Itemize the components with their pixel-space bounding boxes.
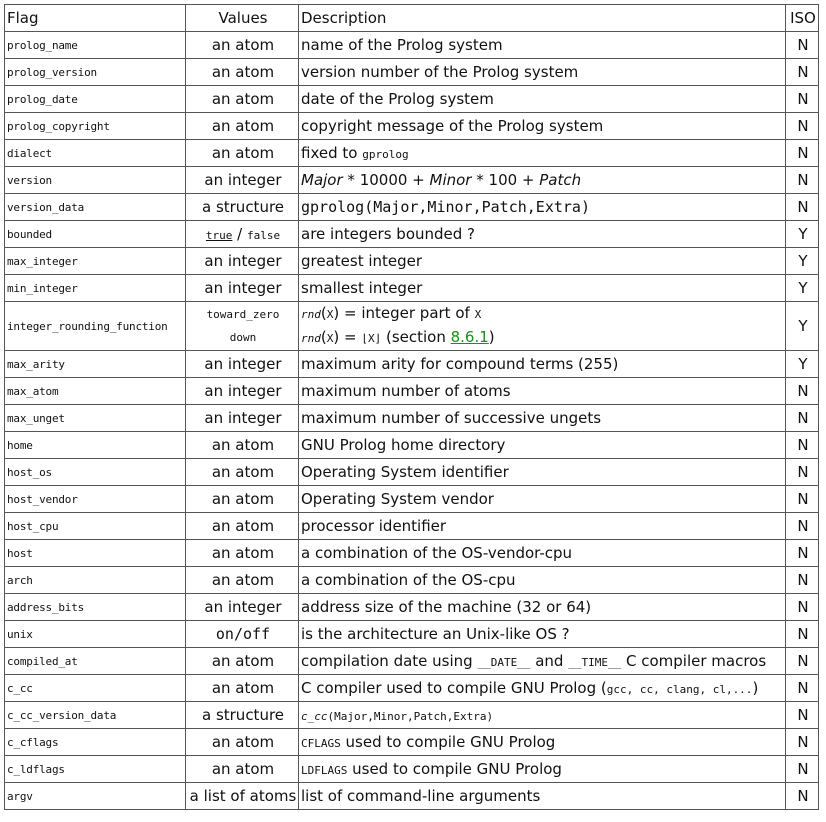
description-cell <box>299 648 786 675</box>
values-cell: an integer <box>186 275 299 302</box>
description-cell <box>299 729 786 756</box>
table-row <box>5 248 819 275</box>
value-true: true <box>205 229 233 242</box>
flag-cell: argv <box>5 783 186 810</box>
table-header-row <box>5 5 819 32</box>
description-cell: date of the Prolog system <box>299 86 786 113</box>
iso-cell: N <box>786 405 819 432</box>
compiler-list: gcc, cc, clang, cl,... <box>606 683 753 696</box>
iso-cell: N <box>786 702 819 729</box>
values-cell: an integer <box>186 248 299 275</box>
iso-cell: N <box>786 432 819 459</box>
values-cell: a list of atoms <box>186 783 299 810</box>
values-cell: an atom <box>186 648 299 675</box>
values-cell: an atom <box>186 729 299 756</box>
flag-cell: unix <box>5 621 186 648</box>
values-cell: an atom <box>186 756 299 783</box>
value-false: false <box>246 229 281 242</box>
iso-cell: N <box>786 783 819 810</box>
flag-cell: host <box>5 540 186 567</box>
description-cell: maximum number of successive ungets <box>299 405 786 432</box>
description-cell <box>299 167 786 194</box>
flag-cell: max_atom <box>5 378 186 405</box>
description-cell: is the architecture an Unix-like OS ? <box>299 621 786 648</box>
flag-cell: c_cflags <box>5 729 186 756</box>
table-row <box>5 621 819 648</box>
iso-cell: Y <box>786 302 819 351</box>
description-text: used to compile GNU Prolog <box>340 733 556 751</box>
rounding-line-2 <box>301 326 785 350</box>
flag-cell: max_integer <box>5 248 186 275</box>
iso-cell: N <box>786 86 819 113</box>
var-minor: Minor <box>429 171 472 189</box>
description-cell: are integers bounded ? <box>299 221 786 248</box>
section-suffix: ) <box>488 328 495 346</box>
flag-cell: prolog_name <box>5 32 186 59</box>
table-row <box>5 59 819 86</box>
description-cell: version number of the Prolog system <box>299 59 786 86</box>
macro-date: __DATE__ <box>477 656 531 669</box>
values-cell: on/off <box>186 621 299 648</box>
iso-cell: N <box>786 378 819 405</box>
iso-cell: N <box>786 648 819 675</box>
value-separator: / <box>232 225 247 243</box>
iso-cell: N <box>786 486 819 513</box>
rounding-line-1 <box>301 302 785 326</box>
description-cell: Operating System vendor <box>299 486 786 513</box>
flag-cell: bounded <box>5 221 186 248</box>
flag-cell: host_vendor <box>5 486 186 513</box>
values-cell <box>186 221 299 248</box>
var-x: X <box>326 332 334 345</box>
iso-cell: N <box>786 140 819 167</box>
table-row <box>5 594 819 621</box>
values-cell: an atom <box>186 675 299 702</box>
table-row <box>5 648 819 675</box>
flag-cell: host_cpu <box>5 513 186 540</box>
description-cell: a combination of the OS-cpu <box>299 567 786 594</box>
table-row <box>5 351 819 378</box>
macro-time: __TIME__ <box>568 656 622 669</box>
formula-part: * 100 + <box>471 171 540 189</box>
description-cell: copyright message of the Prolog system <box>299 113 786 140</box>
iso-cell: N <box>786 540 819 567</box>
flag-cell: c_ldflags <box>5 756 186 783</box>
values-cell: an atom <box>186 113 299 140</box>
iso-cell: N <box>786 594 819 621</box>
flag-cell: version_data <box>5 194 186 221</box>
values-cell: an atom <box>186 86 299 113</box>
table-row <box>5 486 819 513</box>
iso-cell: N <box>786 621 819 648</box>
header-iso: ISO <box>786 5 819 32</box>
values-cell: an atom <box>186 540 299 567</box>
description-cell: name of the Prolog system <box>299 32 786 59</box>
var-x: X <box>474 308 482 321</box>
description-cell: greatest integer <box>299 248 786 275</box>
iso-cell: N <box>786 567 819 594</box>
table-row <box>5 405 819 432</box>
header-description: Description <box>299 5 786 32</box>
description-cell <box>299 675 786 702</box>
values-cell: an atom <box>186 140 299 167</box>
description-cell: GNU Prolog home directory <box>299 432 786 459</box>
description-cell <box>299 702 786 729</box>
prolog-flags-table <box>4 4 819 810</box>
values-cell: a structure <box>186 194 299 221</box>
fn-args: (Major,Minor,Patch,Extra) <box>327 710 494 723</box>
values-cell <box>186 302 299 351</box>
flag-cell: max_arity <box>5 351 186 378</box>
description-text: C compiler used to compile GNU Prolog ( <box>301 679 607 697</box>
section-link[interactable]: 8.6.1 <box>450 328 489 346</box>
paren-open: ( <box>320 328 327 346</box>
description-text: C compiler macros <box>621 652 767 670</box>
iso-cell: N <box>786 32 819 59</box>
iso-cell: N <box>786 194 819 221</box>
table-row <box>5 221 819 248</box>
flag-cell: prolog_copyright <box>5 113 186 140</box>
values-cell: an atom <box>186 486 299 513</box>
section-prefix: (section <box>381 328 451 346</box>
iso-cell: N <box>786 675 819 702</box>
value-down: down <box>229 331 257 344</box>
table-row <box>5 729 819 756</box>
paren-close: ) <box>333 304 340 322</box>
iso-cell: Y <box>786 275 819 302</box>
flag-cell: address_bits <box>5 594 186 621</box>
values-cell: an integer <box>186 405 299 432</box>
fn-c-cc: c_cc <box>301 710 328 723</box>
floor-x: ⌊X⌋ <box>361 332 382 345</box>
description-text: fixed to <box>301 144 363 162</box>
iso-cell: Y <box>786 221 819 248</box>
table-row <box>5 302 819 351</box>
flag-cell: home <box>5 432 186 459</box>
paren-close: ) <box>333 328 340 346</box>
table-row <box>5 113 819 140</box>
table-row <box>5 167 819 194</box>
iso-cell: Y <box>786 351 819 378</box>
flag-cell: integer_rounding_function <box>5 302 186 351</box>
values-cell: an integer <box>186 351 299 378</box>
description-text: compilation date using <box>301 652 478 670</box>
iso-cell: N <box>786 459 819 486</box>
code-gprolog: gprolog <box>362 148 409 161</box>
flag-cell: arch <box>5 567 186 594</box>
description-text: ) <box>752 679 759 697</box>
table-row <box>5 567 819 594</box>
description-cell <box>299 756 786 783</box>
var-patch: Patch <box>539 171 582 189</box>
table-row <box>5 275 819 302</box>
table-row <box>5 675 819 702</box>
table-row <box>5 378 819 405</box>
flag-cell: host_os <box>5 459 186 486</box>
var-x: X <box>326 308 334 321</box>
flag-cell: max_unget <box>5 405 186 432</box>
description-text: used to compile GNU Prolog <box>347 760 562 778</box>
iso-cell: N <box>786 59 819 86</box>
table-row <box>5 513 819 540</box>
formula-part: * 10000 + <box>342 171 430 189</box>
description-cell: processor identifier <box>299 513 786 540</box>
values-cell: an atom <box>186 432 299 459</box>
flag-cell: dialect <box>5 140 186 167</box>
rounding-text: = integer part of <box>339 304 475 322</box>
table-row <box>5 459 819 486</box>
code-cflags: CFLAGS <box>301 737 341 750</box>
values-cell: an integer <box>186 167 299 194</box>
iso-cell: N <box>786 113 819 140</box>
description-cell: smallest integer <box>299 275 786 302</box>
description-cell: gprolog(Major,Minor,Patch,Extra) <box>299 194 786 221</box>
table-row <box>5 540 819 567</box>
flag-cell: prolog_version <box>5 59 186 86</box>
header-values: Values <box>186 5 299 32</box>
values-cell: an atom <box>186 32 299 59</box>
iso-cell: N <box>786 729 819 756</box>
description-cell: Operating System identifier <box>299 459 786 486</box>
header-flag: Flag <box>5 5 186 32</box>
values-cell: an atom <box>186 513 299 540</box>
description-cell: a combination of the OS-vendor-cpu <box>299 540 786 567</box>
iso-cell: Y <box>786 248 819 275</box>
flag-cell: compiled_at <box>5 648 186 675</box>
table-row <box>5 86 819 113</box>
fn-rnd: rnd <box>301 332 321 345</box>
description-cell: maximum arity for compound terms (255) <box>299 351 786 378</box>
iso-cell: N <box>786 513 819 540</box>
values-cell: an integer <box>186 594 299 621</box>
values-cell: an atom <box>186 567 299 594</box>
table-row <box>5 783 819 810</box>
description-cell <box>299 302 786 351</box>
values-cell: a structure <box>186 702 299 729</box>
fn-rnd: rnd <box>301 308 321 321</box>
description-cell: list of command-line arguments <box>299 783 786 810</box>
iso-cell: N <box>786 756 819 783</box>
table-row <box>5 702 819 729</box>
table-row <box>5 32 819 59</box>
flag-cell: version <box>5 167 186 194</box>
values-cell: an atom <box>186 59 299 86</box>
rounding-text: = <box>339 328 362 346</box>
table-row <box>5 756 819 783</box>
var-major: Major <box>301 171 343 189</box>
iso-cell: N <box>786 167 819 194</box>
code-ldflags: LDFLAGS <box>301 764 348 777</box>
flag-cell: min_integer <box>5 275 186 302</box>
table-row <box>5 432 819 459</box>
table-row <box>5 194 819 221</box>
values-cell: an integer <box>186 378 299 405</box>
description-cell: maximum number of atoms <box>299 378 786 405</box>
table-row <box>5 140 819 167</box>
description-text: and <box>530 652 569 670</box>
value-toward-zero: toward_zero <box>206 308 280 321</box>
flag-cell: prolog_date <box>5 86 186 113</box>
description-cell: address size of the machine (32 or 64) <box>299 594 786 621</box>
flag-cell: c_cc <box>5 675 186 702</box>
values-cell: an atom <box>186 459 299 486</box>
flag-cell: c_cc_version_data <box>5 702 186 729</box>
description-cell <box>299 140 786 167</box>
paren-open: ( <box>320 304 327 322</box>
